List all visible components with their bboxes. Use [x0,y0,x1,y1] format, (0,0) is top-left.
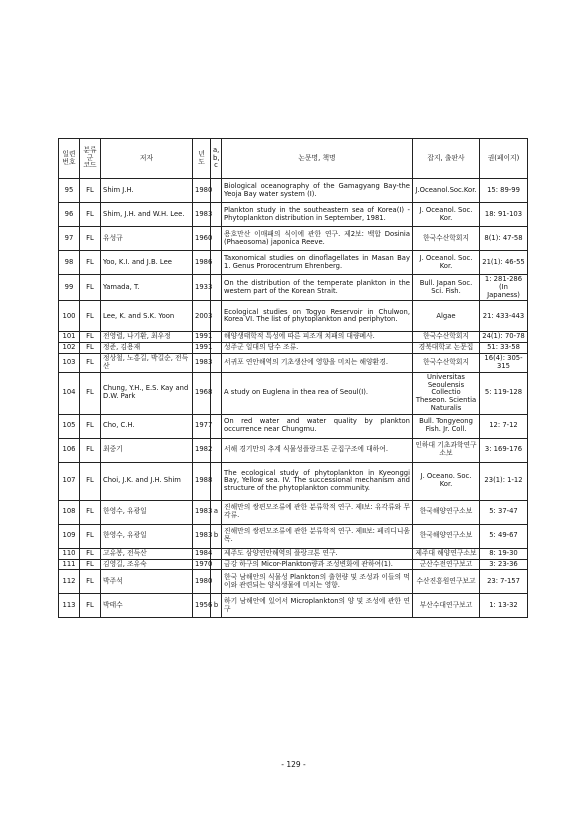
cell-volume: 12: 7-12 [480,414,528,438]
cell-title: Biological oceanography of the Gamagyang Bay-the Yeoja Bay water system (I). [222,179,413,203]
cell-volume: 8: 19-30 [480,548,528,559]
cell-journal: 인하대 기초과학연구소보 [413,438,480,462]
cell-code: FL [80,354,101,373]
cell-journal: 제주대 해양연구소보 [413,548,480,559]
table-row [59,372,528,414]
table-row [59,354,528,373]
cell-title: Ecological studies on Togyo Reservoir in Chulwon, Korea VI. The list of phytoplankton and periphyton. [222,301,413,332]
cell-code: FL [80,570,101,594]
cell-num: 110 [59,548,80,559]
cell-journal: 한국수산학회지 [413,332,480,343]
cell-title: 해양생태학적 특성에 따른 피조개 치패의 대량폐사. [222,332,413,343]
header-num: 일련 번호 [59,139,80,179]
cell-num: 101 [59,332,80,343]
table-row [59,570,528,594]
cell-num: 102 [59,343,80,354]
cell-code: FL [80,559,101,570]
cell-year: 2003 [193,301,211,332]
cell-num: 105 [59,414,80,438]
cell-author: 박태수 [101,594,193,618]
cell-title: 진해만의 쌍편모조류에 관한 분류학적 연구. 제II보: 페리디니움목. [222,524,413,548]
cell-author: Lee, K. and S.K. Yoon [101,301,193,332]
table-row [59,203,528,227]
table-row [59,548,528,559]
table-row [59,559,528,570]
header-journal: 잡지, 출판사 [413,139,480,179]
cell-title: A study on Euglena in thea rea of Seoul(I). [222,372,413,414]
cell-volume: 51: 33-58 [480,343,528,354]
cell-author: 전영렬, 나기환, 최우정 [101,332,193,343]
cell-year: 1983 [193,524,211,548]
cell-journal: 경북대학교 논문집 [413,343,480,354]
cell-volume: 1: 13-32 [480,594,528,618]
table-row [59,414,528,438]
cell-title: 용호만산 이매패의 식이에 관한 연구. 제2보: 백합 Dosinia (Phaeosoma) japonica Reeve. [222,227,413,251]
cell-num: 109 [59,524,80,548]
cell-volume: 8(1): 47-58 [480,227,528,251]
cell-code: FL [80,548,101,559]
cell-volume: 5: 119-128 [480,372,528,414]
cell-title: Plankton study in the southeastern sea of Korea(I) - Phytoplankton distribution in September, 1981. [222,203,413,227]
cell-author: 한영수, 유광일 [101,524,193,548]
cell-code: FL [80,332,101,343]
cell-code: FL [80,203,101,227]
cell-journal: 한국수산학회지 [413,354,480,373]
header-code: 분류군 코드 [80,139,101,179]
cell-code: FL [80,275,101,301]
cell-title: 한국 남해안의 식물성 Plankton의 출현량 및 조성과 이들의 먹이와 관련되는 양식생물에 미치는 영향. [222,570,413,594]
cell-num: 97 [59,227,80,251]
cell-journal: Algae [413,301,480,332]
cell-volume: 21: 433-443 [480,301,528,332]
table-row [59,343,528,354]
table-row [59,594,528,618]
cell-code: FL [80,227,101,251]
table-row [59,251,528,275]
cell-volume: 24(1): 70-78 [480,332,528,343]
cell-journal: J.Oceanol.Soc.Kor. [413,179,480,203]
table-row [59,301,528,332]
cell-journal: 부산수대연구보고 [413,594,480,618]
cell-year: 1956 [193,594,211,618]
cell-num: 106 [59,438,80,462]
cell-code: FL [80,179,101,203]
table-row [59,227,528,251]
table-row [59,275,528,301]
cell-num: 104 [59,372,80,414]
cell-year: 1984 [193,548,211,559]
cell-num: 96 [59,203,80,227]
cell-author: 김영길, 조유숙 [101,559,193,570]
cell-author: Yamada, T. [101,275,193,301]
cell-volume: 5: 49-67 [480,524,528,548]
cell-year: 1986 [193,251,211,275]
cell-code: FL [80,301,101,332]
cell-title: On the distribution of the temperate plankton in the western part of the Korean Strait. [222,275,413,301]
cell-year: 1970 [193,559,211,570]
cell-num: 98 [59,251,80,275]
page-number: - 129 - [281,760,306,769]
cell-year: 1983 [193,354,211,373]
cell-title: 서귀포 연안해역의 기초생산에 영향을 미치는 해양환경. [222,354,413,373]
table-row [59,179,528,203]
cell-code: FL [80,524,101,548]
cell-title: 제주도 삼양연안해역의 플랑크톤 연구. [222,548,413,559]
cell-year: 1988 [193,462,211,500]
cell-title: On red water and water quality by plankton occurrence near Chungmu. [222,414,413,438]
cell-year: 1991 [193,332,211,343]
cell-year: 1977 [193,414,211,438]
cell-journal: Universitas Seoulensis Collectio Theseon. Scientia Naturalis [413,372,480,414]
cell-num: 95 [59,179,80,203]
cell-year: 1982 [193,438,211,462]
cell-year: 1980 [193,179,211,203]
cell-num: 100 [59,301,80,332]
header-row [59,139,528,179]
cell-author: Yoo, K.I. and J.B. Lee [101,251,193,275]
cell-num: 111 [59,559,80,570]
cell-journal: 군산수전연구보고 [413,559,480,570]
header-author: 저자 [101,139,193,179]
cell-title: 성주군 일대의 담수 조류. [222,343,413,354]
cell-volume: 15: 89-99 [480,179,528,203]
cell-title: 금강 하구의 Micor-Plankton량과 조성변화에 관하여(1). [222,559,413,570]
cell-abc: b [211,594,222,618]
cell-num: 99 [59,275,80,301]
cell-volume: 3: 169-176 [480,438,528,462]
cell-author: Shim, J.H. and W.H. Lee. [101,203,193,227]
cell-code: FL [80,438,101,462]
cell-num: 107 [59,462,80,500]
cell-year: 1980 [193,570,211,594]
table-row [59,332,528,343]
cell-author: 최중기 [101,438,193,462]
cell-num: 103 [59,354,80,373]
cell-code: FL [80,343,101,354]
cell-author: 한영수, 유광일 [101,500,193,524]
cell-author: 박주석 [101,570,193,594]
table-row [59,524,528,548]
cell-volume: 3: 23-36 [480,559,528,570]
cell-journal: Bull. Japan Soc. Sci. Fish. [413,275,480,301]
cell-volume: 16(4): 305-315 [480,354,528,373]
cell-author: Shim J.H. [101,179,193,203]
cell-journal: J. Oceanol. Soc. Kor. [413,251,480,275]
table-row [59,438,528,462]
cell-title: Taxonomical studies on dinoflagellates in Masan Bay 1. Genus Prorocentrum Ehrenberg. [222,251,413,275]
cell-author: 정준, 김용재 [101,343,193,354]
cell-author: Chung, Y.H., E.S. Kay and D.W. Park [101,372,193,414]
table-row [59,462,528,500]
cell-volume: 23: 7-157 [480,570,528,594]
cell-volume: 1: 281-286 (In Japaness) [480,275,528,301]
cell-author: 고유봉, 전득산 [101,548,193,559]
cell-title: The ecological study of phytoplankton in Kyeonggi Bay, Yellow sea. IV. The successional mechanism and structure of the phytoplankton community. [222,462,413,500]
header-volume: 권(페이지) [480,139,528,179]
cell-code: FL [80,414,101,438]
cell-code: FL [80,372,101,414]
cell-journal: 한국해양연구소보 [413,524,480,548]
cell-year: 1933 [193,275,211,301]
reference-table [58,138,528,618]
cell-volume: 18: 91-103 [480,203,528,227]
cell-title: 진해만의 쌍편모조류에 관한 분류학적 연구. 제I보: 유각류와 무각류. [222,500,413,524]
header-year: 년도 [193,139,211,179]
header-title: 논문명, 책명 [222,139,413,179]
cell-volume: 21(1): 46-55 [480,251,528,275]
table-row [59,500,528,524]
cell-abc: a [211,500,222,524]
cell-volume: 5: 37-47 [480,500,528,524]
cell-abc: b [211,524,222,548]
cell-author: 정상철, 노홍길, 박길순, 전득산 [101,354,193,373]
header-abc: a, b, c [211,139,222,179]
cell-num: 112 [59,570,80,594]
cell-code: FL [80,251,101,275]
cell-year: 1991 [193,343,211,354]
cell-code: FL [80,500,101,524]
cell-journal: J. Oceanol. Soc. Kor. [413,203,480,227]
cell-year: 1960 [193,227,211,251]
cell-num: 108 [59,500,80,524]
cell-year: 1968 [193,372,211,414]
cell-journal: Bull. Tongyeong Fish. Jr. Coll. [413,414,480,438]
cell-journal: 한국수산학회지 [413,227,480,251]
cell-title: 서해 경기만의 추계 식물성플랑크톤 군집구조에 대하여. [222,438,413,462]
cell-year: 1983 [193,203,211,227]
cell-volume: 23(1): 1-12 [480,462,528,500]
cell-year: 1983 [193,500,211,524]
cell-code: FL [80,462,101,500]
cell-journal: 수산진흥원연구보고 [413,570,480,594]
cell-journal: J. Oceano. Soc. Kor. [413,462,480,500]
cell-code: FL [80,594,101,618]
cell-journal: 한국해양연구소보 [413,500,480,524]
cell-author: Choi, J.K. and J.H. Shim [101,462,193,500]
cell-author: 유성규 [101,227,193,251]
cell-author: Cho, C.H. [101,414,193,438]
cell-num: 113 [59,594,80,618]
cell-title: 하기 남해안에 있어서 Microplankton의 양 및 조성에 관한 연구 [222,594,413,618]
